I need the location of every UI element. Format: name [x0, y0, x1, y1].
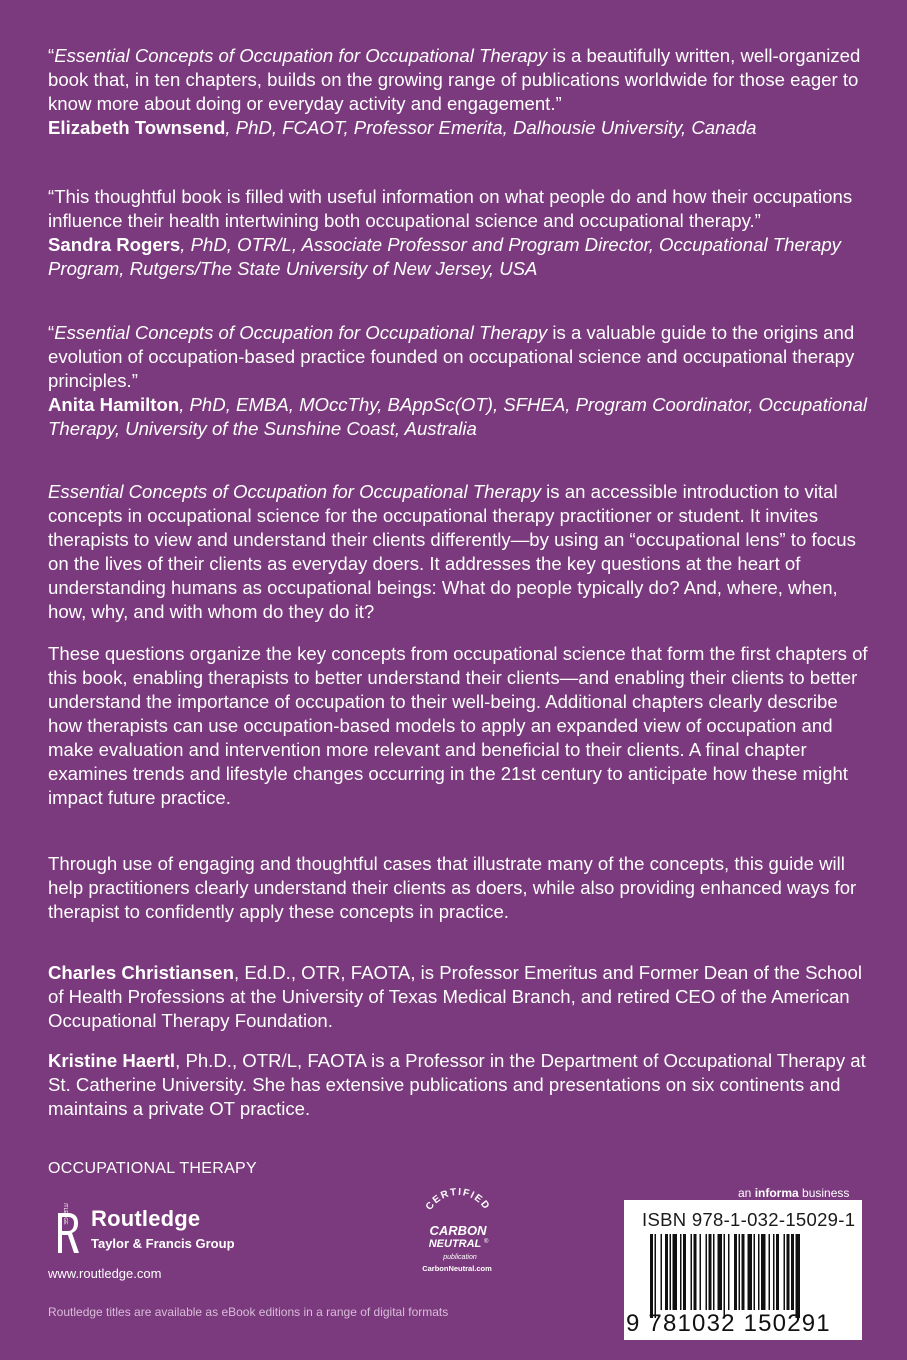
- barcode-bar: [713, 1234, 715, 1310]
- informa-suffix: business: [798, 1186, 850, 1200]
- barcode-bar: [661, 1234, 663, 1310]
- description-text: is an accessible introduction to vital concepts in occupational science for the occupational therapy practitioner or student. It invites therapists to view and understand their clients differently—by using an “occupational lens” to focus on the lives of their clients as everyday doers. It addresses the key questions at the heart of understanding humans as occupational beings: What do people typically do? And, where, when, how, why, and with whom do they do it?: [48, 481, 856, 622]
- quote-mark: “: [48, 45, 55, 66]
- barcode-bar: [706, 1234, 708, 1310]
- endorsement-2: [48, 185, 868, 281]
- book-title-italic: Essential Concepts of Occupation for Occupational Therapy: [54, 45, 548, 66]
- svg-text:CERTIFIED: [424, 1187, 492, 1213]
- barcode-bar: [683, 1234, 686, 1310]
- barcode-bar: [673, 1234, 678, 1310]
- barcode-bar: [700, 1234, 702, 1310]
- endorsement-quote: is a valuable guide to the origins and evolution of occupation-based practice founded on occupational science and occupational therapy principles.”: [48, 322, 855, 391]
- book-title-italic: Essential Concepts of Occupation for Occupational Therapy: [48, 481, 541, 502]
- barcode-bar: [709, 1234, 712, 1310]
- publisher-name: Routledge: [91, 1206, 201, 1231]
- carbon-badge-certified: CERTIFIED: [423, 1186, 493, 1213]
- author-bio-1: [48, 961, 868, 1033]
- barcode-bar: [724, 1234, 726, 1318]
- description-paragraph-3: Through use of engaging and thoughtful cases that illustrate many of the concepts, this guide will help practitioners clearly understand their clients as doers, while also providing enhanced ways for therapist to confidently apply these concepts in practice.: [48, 853, 857, 922]
- carbon-badge-publication: publication: [443, 1254, 477, 1261]
- endorser-name: Anita Hamilton: [48, 394, 180, 415]
- barcode-bar: [718, 1234, 723, 1310]
- barcode-bar: [680, 1234, 682, 1310]
- author-name: Kristine Haertl: [48, 1050, 176, 1071]
- author-bio-text: , Ed.D., OTR, FAOTA, is Professor Emeritus and Former Dean of the School of Health Professions at the University of Texas Medical Branch, and retired CEO of the American Occupational Therapy Foundation.: [48, 962, 862, 1031]
- author-bio-text: , Ph.D., OTR/L, FAOTA is a Professor in the Department of Occupational Therapy at St. Catherine University. She has extensive publications and presentations on six continents and maintains a private OT practice.: [48, 1050, 866, 1119]
- barcode-digits: 9 781032 150291: [626, 1310, 831, 1337]
- barcode-bar: [796, 1234, 801, 1318]
- isbn-label: ISBN 978-1-032-15029-1: [642, 1209, 856, 1230]
- quote-mark: “: [48, 322, 55, 343]
- author-name: Charles Christiansen: [48, 962, 235, 983]
- description-paragraph-1: [48, 480, 868, 624]
- carbon-badge-word2: NEUTRAL: [428, 1238, 482, 1250]
- barcode-bar: [655, 1234, 657, 1318]
- routledge-logo: [48, 1203, 248, 1263]
- informa-prefix: an: [738, 1186, 755, 1200]
- barcode-bar: [728, 1234, 730, 1310]
- barcode-bar: [761, 1234, 766, 1310]
- barcode-bar: [791, 1234, 794, 1310]
- carbon-badge-word1: CARBON: [429, 1223, 487, 1238]
- publisher-website: www.routledge.com: [48, 1266, 162, 1281]
- barcode-bar: [773, 1234, 775, 1310]
- barcode-bar: [754, 1234, 756, 1310]
- author-bio-2: [48, 1049, 868, 1121]
- routledge-mark-icon: [48, 1203, 80, 1259]
- subject-category: OCCUPATIONAL THERAPY: [48, 1160, 257, 1177]
- barcode-bar: [670, 1234, 672, 1310]
- barcode-bar: [784, 1234, 786, 1310]
- endorser-credentials: , PhD, FCAOT, Professor Emerita, Dalhousie University, Canada: [225, 117, 757, 138]
- endorsement-quote: is a beautifully written, well-organized book that, in ten chapters, builds on the growing range of publications worldwide for those eager to know more about doing or everyday activity and engagement.”: [48, 45, 861, 114]
- informa-tagline: [738, 1186, 849, 1200]
- carbon-badge-registered: ®: [484, 1239, 489, 1245]
- endorser-credentials: , PhD, OTR/L, Associate Professor and Program Director, Occupational Therapy Program, Rutgers/The State University of New Jersey, USA: [48, 234, 841, 279]
- informa-brand: informa: [754, 1186, 799, 1200]
- barcode-bar: [758, 1234, 760, 1310]
- endorser-name: Sandra Rogers: [48, 234, 181, 255]
- barcode-bar: [650, 1234, 653, 1318]
- description-paragraph-2: These questions organize the key concepts from occupational science that form the first chapters of this book, enabling therapists to better understand their clients—and enabling their clients to better understand the importance of occupation to their well-being. Additional chapters clearly describe how therapists can use occupation-based models to apply an expanded view of occupation and make evaluation and intervention more relevant and beneficial to their clients. A final chapter examines trends and lifestyle changes occurring in the 21st century to anticipate how these might impact future practice.: [48, 643, 868, 808]
- ebook-footnote: Routledge titles are available as eBook editions in a range of digital formats: [48, 1305, 449, 1319]
- barcode-bar: [665, 1234, 668, 1310]
- barcode-bar: [734, 1234, 737, 1310]
- isbn-barcode-box: [624, 1200, 862, 1340]
- barcode-bar: [742, 1234, 745, 1310]
- endorser-name: Elizabeth Townsend: [48, 117, 226, 138]
- barcode-bar: [769, 1234, 771, 1310]
- book-title-italic: Essential Concepts of Occupation for Occupational Therapy: [54, 322, 548, 343]
- barcode-bar: [739, 1234, 741, 1310]
- barcode-bar: [787, 1234, 790, 1310]
- publisher-group: Taylor & Francis Group: [91, 1236, 235, 1251]
- barcode-bar: [748, 1234, 753, 1310]
- endorsement-quote: “This thoughtful book is filled with useful information on what people do and how their occupations influence their health intertwining both occupational science and occupational therapy.”: [48, 186, 853, 231]
- endorsement-3: [48, 321, 868, 441]
- barcode-bar: [694, 1234, 697, 1310]
- endorsement-1: [48, 44, 868, 140]
- barcode-bar: [776, 1234, 779, 1310]
- endorser-credentials: , PhD, EMBA, MOccThy, BAppSc(OT), SFHEA, Program Coordinator, Occupational Therapy, University of the Sunshine Coast, Australia: [48, 394, 868, 439]
- barcode-bar: [691, 1234, 693, 1310]
- carbon-neutral-url: CarbonNeutral.com: [422, 1264, 492, 1273]
